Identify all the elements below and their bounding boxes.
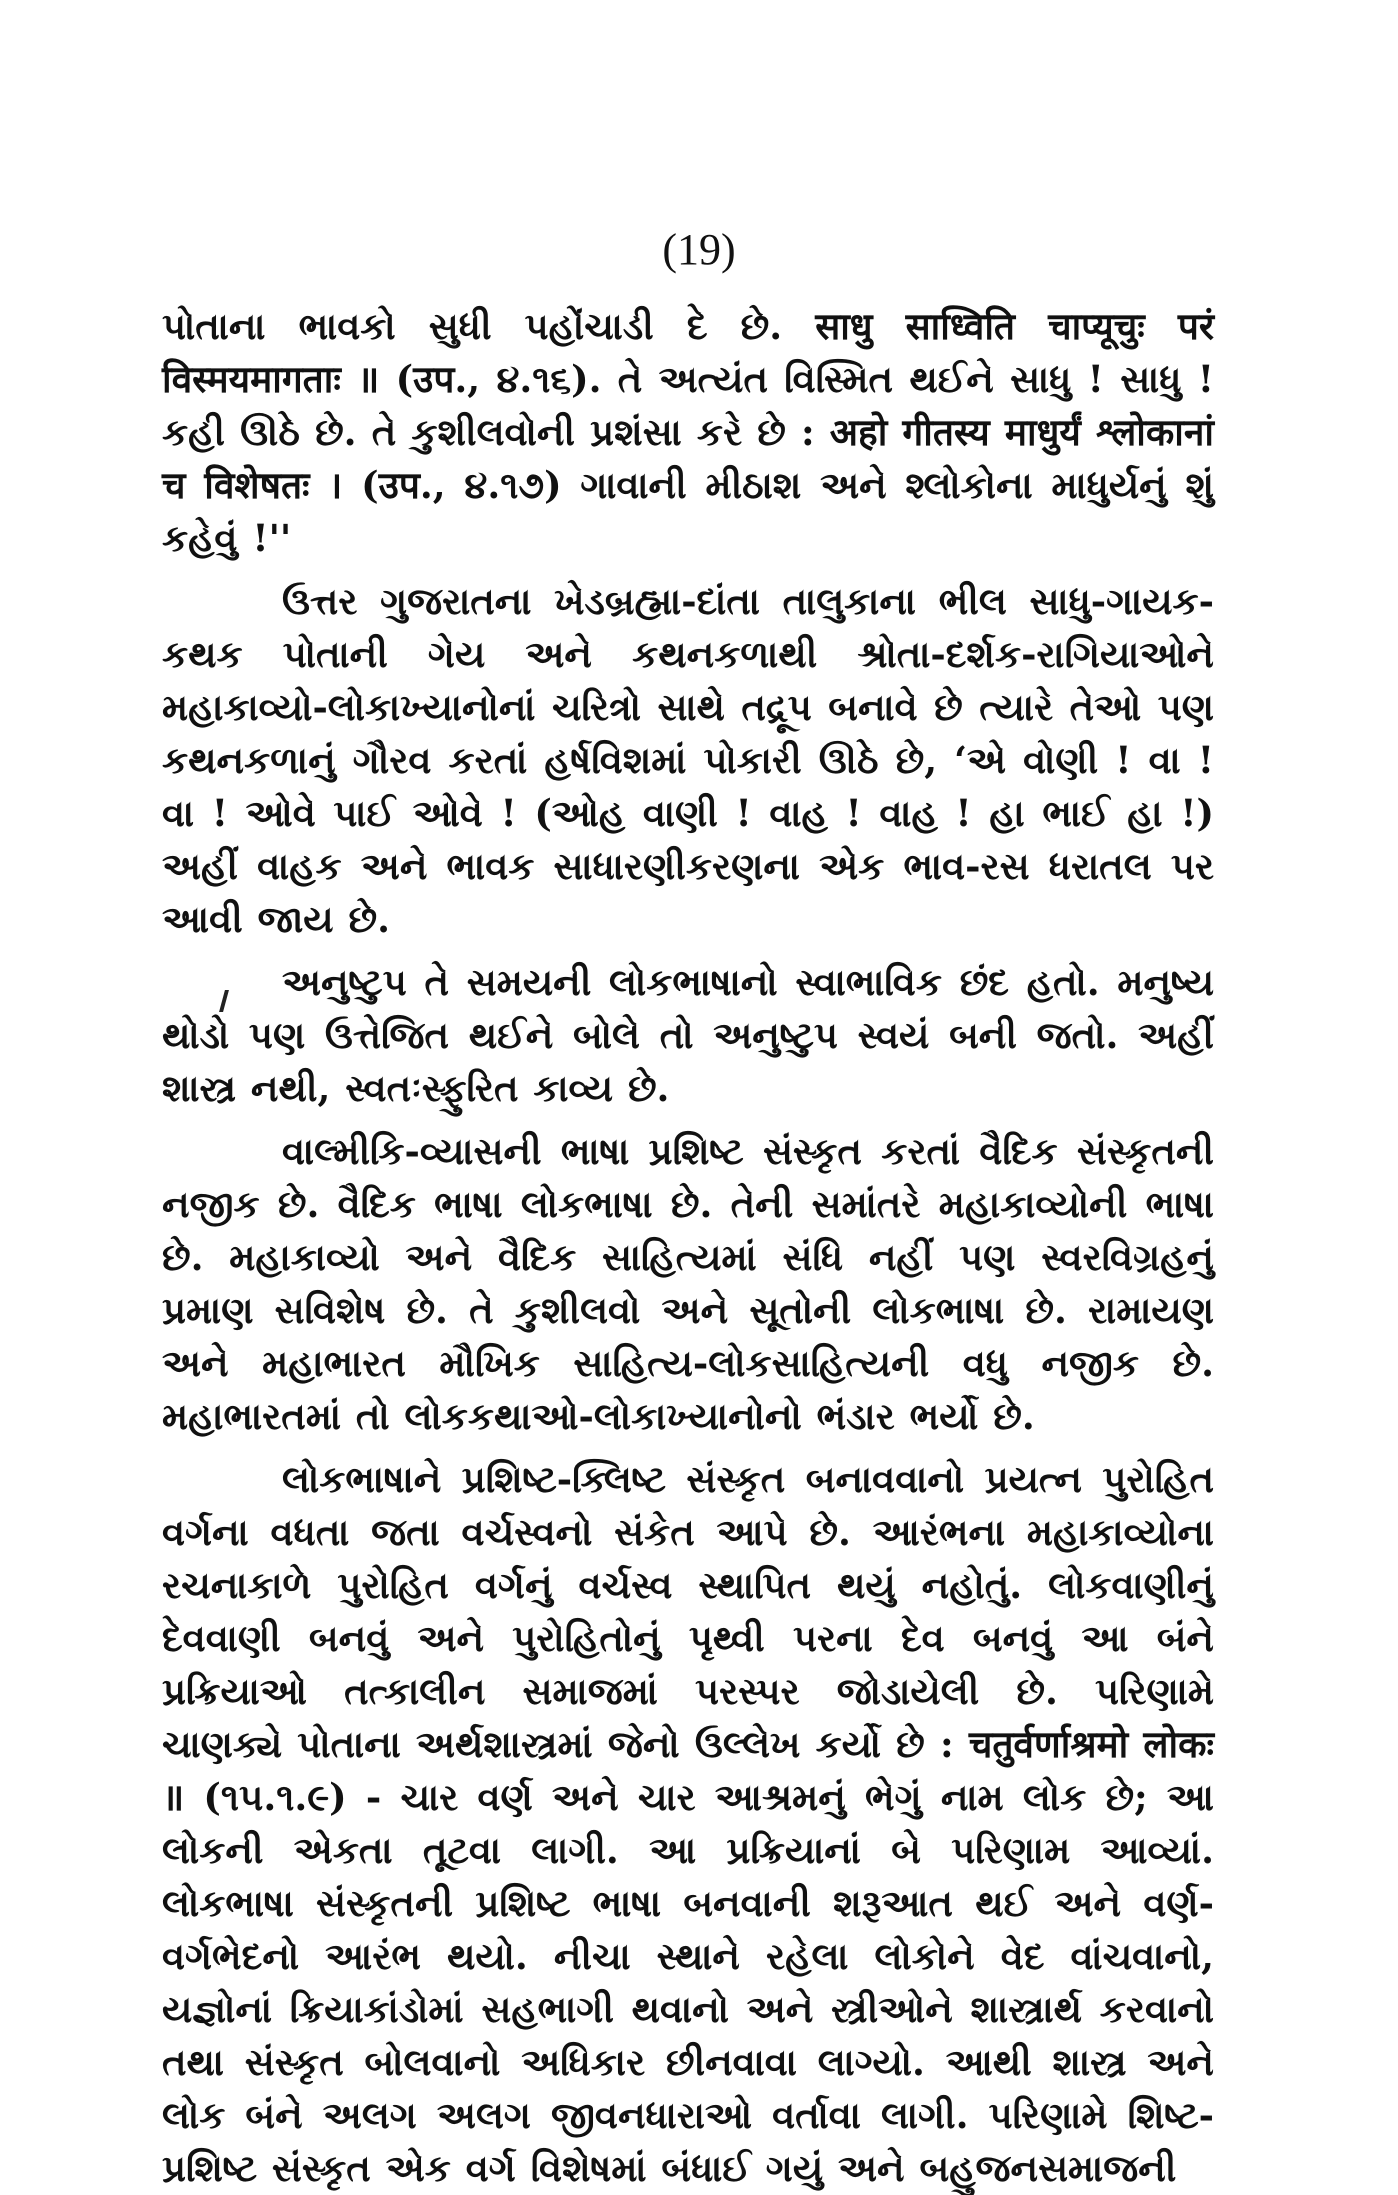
body-text xyxy=(162,300,1214,2195)
page-number: (19) xyxy=(662,225,736,274)
paragraph-valmiki-vyasa: વાલ્મીકિ-વ્યાસની ભાષા પ્રશિષ્ટ સંસ્કૃત કરતાં વૈદિક સંસ્કૃતની નજીક છે. વૈદિક ભાષા લોકભાષા છે. તેની સમાંતરે મહાકાવ્યોની ભાષા છે. મહાકાવ્યો અને વૈદિક સાહિત્યમાં સંધિ નહીં પણ સ્વરવિગ્રહનું પ્રમાણ સવિશેષ છે. તે કુશીલવો અને સૂતોની લોકભાષા છે. રામાયણ અને મહાભારત મૌખિક સાહિત્ય-લોકસાહિત્યની વધુ નજીક છે. મહાભારતમાં તો લોકકથાઓ-લોકાખ્યાનોનો ભંડાર ભર્યો છે. xyxy=(162,1129,1214,1438)
paragraph-quote-continuation: પોતાના ભાવકો સુધી પહોંચાડી દે છે. साधु साध्विति चाप्यूचुः परं विस्मयमागताः ॥ (उप., ૪.૧૬). તે અત્યંત વિસ્મિત થઈને સાધુ ! સાધુ ! કહી ઊઠે છે. તે કુશીલવોની પ્રશંસા કરે છે : अहो गीतस्य माधुर्यं श्लोकानां च विशेषतः । (उप., ૪.૧૭) ગાવાની મીઠાશ અને શ્લોકોના માધુર્યનું શું કહેવું !'' xyxy=(162,304,1214,560)
paragraph-bhil-singers: ઉત્તર ગુજરાતના ખેડબ્રહ્મા-દાંતા તાલુકાના ભીલ સાધુ-ગાયક-કથક પોતાની ગેય અને કથનકળાથી શ્રોતા-દર્શક-રાગિયાઓને મહાકાવ્યો-લોકાખ્યાનોનાં ચરિત્રો સાથે તદ્રૂપ બનાવે છે ત્યારે તેઓ પણ કથનકળાનું ગૌરવ કરતાં હર્ષવિશમાં પોકારી ઊઠે છે, ‘એ વોણી ! વા ! વા ! ઓવે પાઈ ઓવે ! (ઓહ વાણી ! વાહ ! વાહ ! હા ભાઈ હા !) અહીં વાહક અને ભાવક સાધારણીકરણના એક ભાવ-રસ ધરાતલ પર આવી જાય છે. xyxy=(162,579,1214,941)
paragraph-anushtup: અનુષ્ટુપ તે સમયની લોકભાષાનો સ્વાભાવિક છંદ હતો. મનુષ્ય થોડો પણ ઉત્તેજિત થઈને બોલે તો અનુષ્ટુપ સ્વયં બની જતો. અહીં શાસ્ત્ર નથી, સ્વતઃસ્ફુરિત કાવ્ય છે. xyxy=(162,960,1214,1110)
paragraph-lokabhasha: લોકભાષાને પ્રશિષ્ટ-ક્લિષ્ટ સંસ્કૃત બનાવવાનો પ્રયત્ન પુરોહિત વર્ગના વધતા જતા વર્ચસ્વનો સંકેત આપે છે. આરંભના મહાકાવ્યોના રચનાકાળે પુરોહિત વર્ગનું વર્ચસ્વ સ્થાપિત થયું નહોતું. લોકવાણીનું દેવવાણી બનવું અને પુરોહિતોનું પૃથ્વી પરના દેવ બનવું આ બંને પ્રક્રિયાઓ તત્કાલીન સમાજમાં પરસ્પર જોડાયેલી છે. પરિણામે ચાણક્યે પોતાના અર્થશાસ્ત્રમાં જેનો ઉલ્લેખ કર્યો છે : चतुर्वर्णाश्रमो लोकः ॥ (૧૫.૧.૯) - ચાર વર્ણ અને ચાર આશ્રમનું ભેગું નામ લોક છે; આ લોકની એકતા તૂટવા લાગી. આ પ્રક્રિયાનાં બે પરિણામ આવ્યાં. લોકભાષા સંસ્કૃતની પ્રશિષ્ટ ભાષા બનવાની શરૂઆત થઈ અને વર્ણ-વર્ગભેદનો આરંભ થયો. નીચા સ્થાને રહેલા લોકોને વેદ વાંચવાનો, યજ્ઞોનાં ક્રિયાકાંડોમાં સહભાગી થવાનો અને સ્ત્રીઓને શાસ્ત્રાર્થ કરવાનો તથા સંસ્કૃત બોલવાનો અધિકાર છીનવાવા લાગ્યો. આથી શાસ્ત્ર અને લોક બંને અલગ અલગ જીવનધારાઓ વર્તાવા લાગી. પરિણામે શિષ્ટ-પ્રશિષ્ટ સંસ્કૃત એક વર્ગ વિશેષમાં બંધાઈ ગયું અને બહુજનસમાજની xyxy=(162,1457,1214,2190)
